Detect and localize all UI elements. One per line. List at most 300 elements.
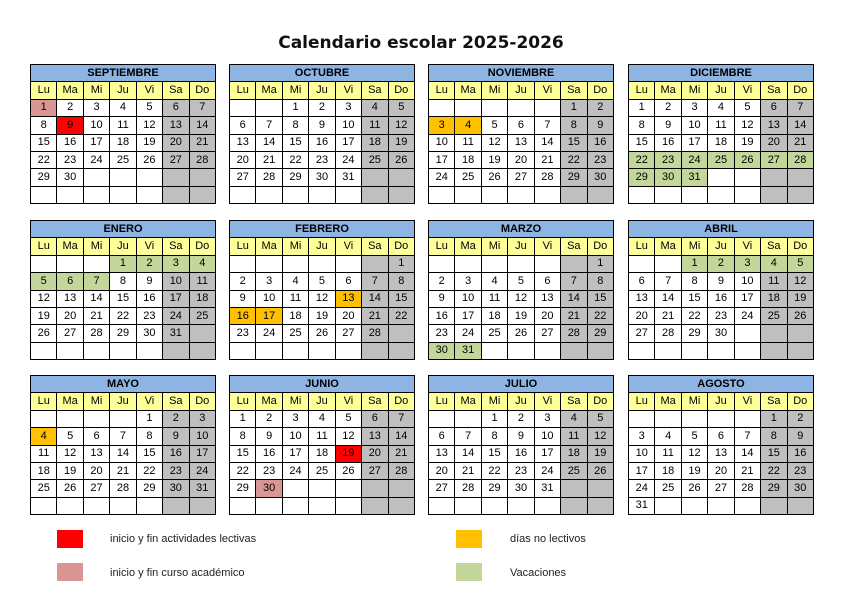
day-cell: 19 xyxy=(508,307,534,324)
empty-cell xyxy=(335,186,361,203)
empty-cell xyxy=(110,342,136,359)
day-cell: 2 xyxy=(57,99,83,116)
day-cell: 10 xyxy=(681,117,707,134)
empty-cell xyxy=(309,186,335,203)
day-cell: 12 xyxy=(787,273,813,290)
day-cell: 13 xyxy=(629,290,655,307)
empty-cell xyxy=(335,480,361,497)
day-cell: 16 xyxy=(508,445,534,462)
day-cell: 25 xyxy=(655,480,681,497)
day-cell: 25 xyxy=(455,169,481,186)
day-cell: 23 xyxy=(163,462,189,479)
day-cell: 9 xyxy=(163,428,189,445)
day-cell: 2 xyxy=(787,410,813,427)
day-cell: 9 xyxy=(309,117,335,134)
day-cell: 14 xyxy=(561,290,587,307)
day-cell: 3 xyxy=(734,255,760,272)
day-cell: 28 xyxy=(561,325,587,342)
day-cell: 5 xyxy=(335,410,361,427)
legend-swatch-course xyxy=(57,563,83,581)
day-cell: 28 xyxy=(110,480,136,497)
empty-cell xyxy=(83,342,109,359)
day-cell: 10 xyxy=(282,428,308,445)
day-cell: 27 xyxy=(230,169,256,186)
day-cell: 9 xyxy=(230,290,256,307)
day-cell: 27 xyxy=(534,325,560,342)
day-cell: 6 xyxy=(761,99,787,116)
day-cell: 12 xyxy=(136,117,162,134)
day-cell: 28 xyxy=(256,169,282,186)
day-cell: 23 xyxy=(587,151,613,168)
day-cell: 13 xyxy=(163,117,189,134)
empty-cell xyxy=(787,497,813,514)
empty-cell xyxy=(708,186,734,203)
weekday-label: Ma xyxy=(655,82,681,99)
empty-cell xyxy=(734,169,760,186)
day-cell: 19 xyxy=(57,462,83,479)
day-cell: 17 xyxy=(734,290,760,307)
day-cell: 4 xyxy=(708,99,734,116)
empty-cell xyxy=(629,186,655,203)
day-cell: 17 xyxy=(163,290,189,307)
weekday-label: Vi xyxy=(534,82,560,99)
day-cell: 26 xyxy=(309,325,335,342)
day-cell: 29 xyxy=(561,169,587,186)
day-cell: 12 xyxy=(508,290,534,307)
month-title: MAYO xyxy=(31,376,216,393)
day-cell: 18 xyxy=(282,307,308,324)
day-cell: 3 xyxy=(534,410,560,427)
empty-cell xyxy=(587,480,613,497)
legend-swatch-non-school xyxy=(456,530,482,548)
day-cell: 22 xyxy=(230,462,256,479)
day-cell: 1 xyxy=(681,255,707,272)
weekday-label: Ma xyxy=(57,82,83,99)
day-cell: 3 xyxy=(429,117,455,134)
day-cell: 27 xyxy=(761,151,787,168)
day-cell: 6 xyxy=(534,273,560,290)
empty-cell xyxy=(481,342,507,359)
day-cell: 2 xyxy=(163,410,189,427)
day-cell: 30 xyxy=(508,480,534,497)
day-cell: 20 xyxy=(83,462,109,479)
empty-cell xyxy=(230,255,256,272)
day-cell: 5 xyxy=(508,273,534,290)
day-cell: 2 xyxy=(230,273,256,290)
weekday-label: Lu xyxy=(429,238,455,255)
day-cell: 18 xyxy=(189,290,215,307)
day-cell: 24 xyxy=(83,151,109,168)
day-cell: 19 xyxy=(388,134,414,151)
day-cell: 20 xyxy=(629,307,655,324)
day-cell: 7 xyxy=(655,273,681,290)
day-cell: 2 xyxy=(708,255,734,272)
day-cell: 8 xyxy=(561,117,587,134)
day-cell: 14 xyxy=(534,134,560,151)
day-cell: 26 xyxy=(335,462,361,479)
day-cell: 10 xyxy=(83,117,109,134)
weekday-label: Sa xyxy=(761,238,787,255)
empty-cell xyxy=(57,410,83,427)
day-cell: 31 xyxy=(534,480,560,497)
day-cell: 12 xyxy=(57,445,83,462)
day-cell: 17 xyxy=(455,307,481,324)
empty-cell xyxy=(534,255,560,272)
day-cell: 28 xyxy=(734,480,760,497)
empty-cell xyxy=(230,99,256,116)
page-title: Calendario escolar 2025-2026 xyxy=(278,33,564,53)
month-title: SEPTIEMBRE xyxy=(31,65,216,82)
day-cell: 16 xyxy=(708,290,734,307)
empty-cell xyxy=(455,410,481,427)
day-cell: 31 xyxy=(455,342,481,359)
day-cell: 25 xyxy=(31,480,57,497)
day-cell: 8 xyxy=(629,117,655,134)
empty-cell xyxy=(388,497,414,514)
day-cell: 22 xyxy=(282,151,308,168)
empty-cell xyxy=(787,325,813,342)
weekday-label: Vi xyxy=(534,393,560,410)
day-cell: 30 xyxy=(136,325,162,342)
day-cell: 8 xyxy=(481,428,507,445)
weekday-label: Mi xyxy=(282,238,308,255)
day-cell: 29 xyxy=(481,480,507,497)
empty-cell xyxy=(282,497,308,514)
empty-cell xyxy=(561,255,587,272)
empty-cell xyxy=(83,169,109,186)
weekday-label: Do xyxy=(189,82,215,99)
empty-cell xyxy=(230,186,256,203)
day-cell: 16 xyxy=(587,134,613,151)
day-cell: 13 xyxy=(57,290,83,307)
day-cell: 19 xyxy=(587,445,613,462)
month-title: FEBRERO xyxy=(230,221,415,238)
empty-cell xyxy=(629,410,655,427)
day-cell: 20 xyxy=(761,134,787,151)
day-cell: 22 xyxy=(681,307,707,324)
day-cell: 19 xyxy=(734,134,760,151)
day-cell: 2 xyxy=(256,410,282,427)
day-cell: 3 xyxy=(335,99,361,116)
empty-cell xyxy=(455,497,481,514)
weekday-label: Ju xyxy=(508,82,534,99)
day-cell: 26 xyxy=(587,462,613,479)
weekday-label: Ju xyxy=(110,393,136,410)
day-cell: 11 xyxy=(455,134,481,151)
day-cell: 4 xyxy=(362,99,388,116)
day-cell: 4 xyxy=(110,99,136,116)
day-cell: 17 xyxy=(534,445,560,462)
empty-cell xyxy=(309,480,335,497)
weekday-label: Mi xyxy=(83,393,109,410)
weekday-label: Do xyxy=(388,393,414,410)
day-cell: 4 xyxy=(655,428,681,445)
day-cell: 21 xyxy=(83,307,109,324)
day-cell: 26 xyxy=(57,480,83,497)
day-cell: 6 xyxy=(508,117,534,134)
day-cell: 27 xyxy=(335,325,361,342)
empty-cell xyxy=(362,169,388,186)
day-cell: 17 xyxy=(681,134,707,151)
empty-cell xyxy=(136,186,162,203)
day-cell: 8 xyxy=(230,428,256,445)
empty-cell xyxy=(455,186,481,203)
weekday-label: Do xyxy=(587,393,613,410)
day-cell: 26 xyxy=(787,307,813,324)
empty-cell xyxy=(561,186,587,203)
empty-cell xyxy=(534,342,560,359)
day-cell: 15 xyxy=(681,290,707,307)
weekday-label: Mi xyxy=(282,82,308,99)
day-cell: 23 xyxy=(309,151,335,168)
day-cell: 11 xyxy=(362,117,388,134)
day-cell: 4 xyxy=(282,273,308,290)
day-cell: 1 xyxy=(388,255,414,272)
month-mayo xyxy=(30,375,216,515)
empty-cell xyxy=(163,169,189,186)
day-cell: 17 xyxy=(282,445,308,462)
empty-cell xyxy=(587,497,613,514)
day-cell: 28 xyxy=(362,325,388,342)
day-cell: 25 xyxy=(189,307,215,324)
weekday-label: Vi xyxy=(734,393,760,410)
empty-cell xyxy=(362,497,388,514)
weekday-label: Ju xyxy=(708,393,734,410)
day-cell: 16 xyxy=(136,290,162,307)
day-cell: 12 xyxy=(335,428,361,445)
day-cell: 28 xyxy=(787,151,813,168)
day-cell: 18 xyxy=(455,151,481,168)
empty-cell xyxy=(388,342,414,359)
empty-cell xyxy=(282,480,308,497)
day-cell: 30 xyxy=(587,169,613,186)
day-cell: 6 xyxy=(335,273,361,290)
day-cell: 25 xyxy=(481,325,507,342)
empty-cell xyxy=(136,497,162,514)
day-cell: 26 xyxy=(31,325,57,342)
empty-cell xyxy=(83,497,109,514)
day-cell: 27 xyxy=(508,169,534,186)
empty-cell xyxy=(388,186,414,203)
empty-cell xyxy=(256,99,282,116)
month-septiembre xyxy=(30,64,216,204)
weekday-label: Do xyxy=(787,82,813,99)
day-cell: 23 xyxy=(708,307,734,324)
day-cell: 28 xyxy=(83,325,109,342)
weekday-label: Do xyxy=(189,393,215,410)
empty-cell xyxy=(534,99,560,116)
weekday-label: Lu xyxy=(429,393,455,410)
empty-cell xyxy=(708,497,734,514)
empty-cell xyxy=(362,480,388,497)
day-cell: 24 xyxy=(282,462,308,479)
day-cell: 18 xyxy=(655,462,681,479)
weekday-label: Ma xyxy=(256,82,282,99)
weekday-label: Ma xyxy=(655,238,681,255)
weekday-label: Vi xyxy=(734,238,760,255)
day-cell: 20 xyxy=(362,445,388,462)
day-cell: 22 xyxy=(110,307,136,324)
weekday-label: Mi xyxy=(681,238,707,255)
empty-cell xyxy=(429,99,455,116)
day-cell: 8 xyxy=(761,428,787,445)
day-cell: 11 xyxy=(708,117,734,134)
day-cell: 8 xyxy=(681,273,707,290)
day-cell: 7 xyxy=(362,273,388,290)
day-cell: 28 xyxy=(388,462,414,479)
day-cell: 9 xyxy=(587,117,613,134)
month-title: MARZO xyxy=(429,221,614,238)
day-cell: 11 xyxy=(31,445,57,462)
day-cell: 10 xyxy=(629,445,655,462)
day-cell: 7 xyxy=(561,273,587,290)
empty-cell xyxy=(83,410,109,427)
day-cell: 7 xyxy=(455,428,481,445)
day-cell: 3 xyxy=(83,99,109,116)
weekday-label: Mi xyxy=(481,238,507,255)
month-marzo xyxy=(428,220,614,360)
day-cell: 21 xyxy=(189,134,215,151)
weekday-label: Sa xyxy=(561,82,587,99)
weekday-label: Ma xyxy=(455,238,481,255)
day-cell: 27 xyxy=(429,480,455,497)
day-cell: 6 xyxy=(629,273,655,290)
day-cell: 4 xyxy=(481,273,507,290)
day-cell: 17 xyxy=(629,462,655,479)
day-cell: 1 xyxy=(110,255,136,272)
empty-cell xyxy=(455,99,481,116)
empty-cell xyxy=(587,342,613,359)
day-cell: 26 xyxy=(681,480,707,497)
day-cell: 3 xyxy=(282,410,308,427)
day-cell: 9 xyxy=(57,117,83,134)
legend-activities-label: inicio y fin actividades lectivas xyxy=(110,533,257,545)
empty-cell xyxy=(761,186,787,203)
day-cell: 3 xyxy=(163,255,189,272)
day-cell: 18 xyxy=(309,445,335,462)
day-cell: 5 xyxy=(734,99,760,116)
day-cell: 13 xyxy=(362,428,388,445)
day-cell: 16 xyxy=(57,134,83,151)
day-cell: 16 xyxy=(163,445,189,462)
empty-cell xyxy=(734,342,760,359)
month-title: JULIO xyxy=(429,376,614,393)
day-cell: 13 xyxy=(335,290,361,307)
empty-cell xyxy=(708,342,734,359)
day-cell: 5 xyxy=(388,99,414,116)
legend-vacations-label: Vacaciones xyxy=(510,567,567,579)
day-cell: 17 xyxy=(256,307,282,324)
day-cell: 13 xyxy=(761,117,787,134)
day-cell: 5 xyxy=(681,428,707,445)
empty-cell xyxy=(508,99,534,116)
weekday-label: Do xyxy=(587,82,613,99)
day-cell: 17 xyxy=(83,134,109,151)
day-cell: 8 xyxy=(136,428,162,445)
month-title: JUNIO xyxy=(230,376,415,393)
empty-cell xyxy=(455,255,481,272)
day-cell: 15 xyxy=(388,290,414,307)
empty-cell xyxy=(561,497,587,514)
empty-cell xyxy=(429,410,455,427)
day-cell: 25 xyxy=(362,151,388,168)
day-cell: 5 xyxy=(136,99,162,116)
empty-cell xyxy=(508,342,534,359)
empty-cell xyxy=(587,186,613,203)
day-cell: 20 xyxy=(335,307,361,324)
month-junio xyxy=(229,375,415,515)
empty-cell xyxy=(681,410,707,427)
empty-cell xyxy=(256,255,282,272)
day-cell: 14 xyxy=(110,445,136,462)
day-cell: 15 xyxy=(110,290,136,307)
day-cell: 1 xyxy=(282,99,308,116)
day-cell: 26 xyxy=(388,151,414,168)
empty-cell xyxy=(787,169,813,186)
weekday-label: Ma xyxy=(57,393,83,410)
day-cell: 1 xyxy=(230,410,256,427)
day-cell: 24 xyxy=(189,462,215,479)
day-cell: 10 xyxy=(534,428,560,445)
empty-cell xyxy=(761,169,787,186)
day-cell: 4 xyxy=(309,410,335,427)
weekday-label: Sa xyxy=(362,393,388,410)
weekday-label: Ma xyxy=(455,82,481,99)
weekday-label: Ju xyxy=(309,238,335,255)
weekday-label: Ju xyxy=(110,82,136,99)
day-cell: 22 xyxy=(587,307,613,324)
day-cell: 26 xyxy=(481,169,507,186)
weekday-label: Vi xyxy=(136,238,162,255)
empty-cell xyxy=(282,186,308,203)
weekday-label: Lu xyxy=(230,393,256,410)
weekday-label: Do xyxy=(388,82,414,99)
day-cell: 17 xyxy=(429,151,455,168)
weekday-label: Mi xyxy=(83,238,109,255)
day-cell: 26 xyxy=(136,151,162,168)
day-cell: 29 xyxy=(587,325,613,342)
empty-cell xyxy=(362,342,388,359)
day-cell: 25 xyxy=(708,151,734,168)
empty-cell xyxy=(681,497,707,514)
day-cell: 14 xyxy=(734,445,760,462)
day-cell: 5 xyxy=(587,410,613,427)
day-cell: 24 xyxy=(256,325,282,342)
day-cell: 24 xyxy=(335,151,361,168)
empty-cell xyxy=(309,342,335,359)
weekday-label: Lu xyxy=(629,82,655,99)
day-cell: 15 xyxy=(230,445,256,462)
day-cell: 11 xyxy=(561,428,587,445)
month-julio xyxy=(428,375,614,515)
empty-cell xyxy=(256,186,282,203)
empty-cell xyxy=(534,497,560,514)
day-cell: 20 xyxy=(57,307,83,324)
day-cell: 27 xyxy=(708,480,734,497)
day-cell: 17 xyxy=(335,134,361,151)
weekday-label: Ju xyxy=(309,393,335,410)
empty-cell xyxy=(189,169,215,186)
weekday-label: Ma xyxy=(455,393,481,410)
day-cell: 27 xyxy=(362,462,388,479)
weekday-label: Lu xyxy=(31,393,57,410)
day-cell: 8 xyxy=(388,273,414,290)
empty-cell xyxy=(787,342,813,359)
weekday-label: Vi xyxy=(335,82,361,99)
day-cell: 14 xyxy=(388,428,414,445)
day-cell: 31 xyxy=(189,480,215,497)
day-cell: 21 xyxy=(787,134,813,151)
